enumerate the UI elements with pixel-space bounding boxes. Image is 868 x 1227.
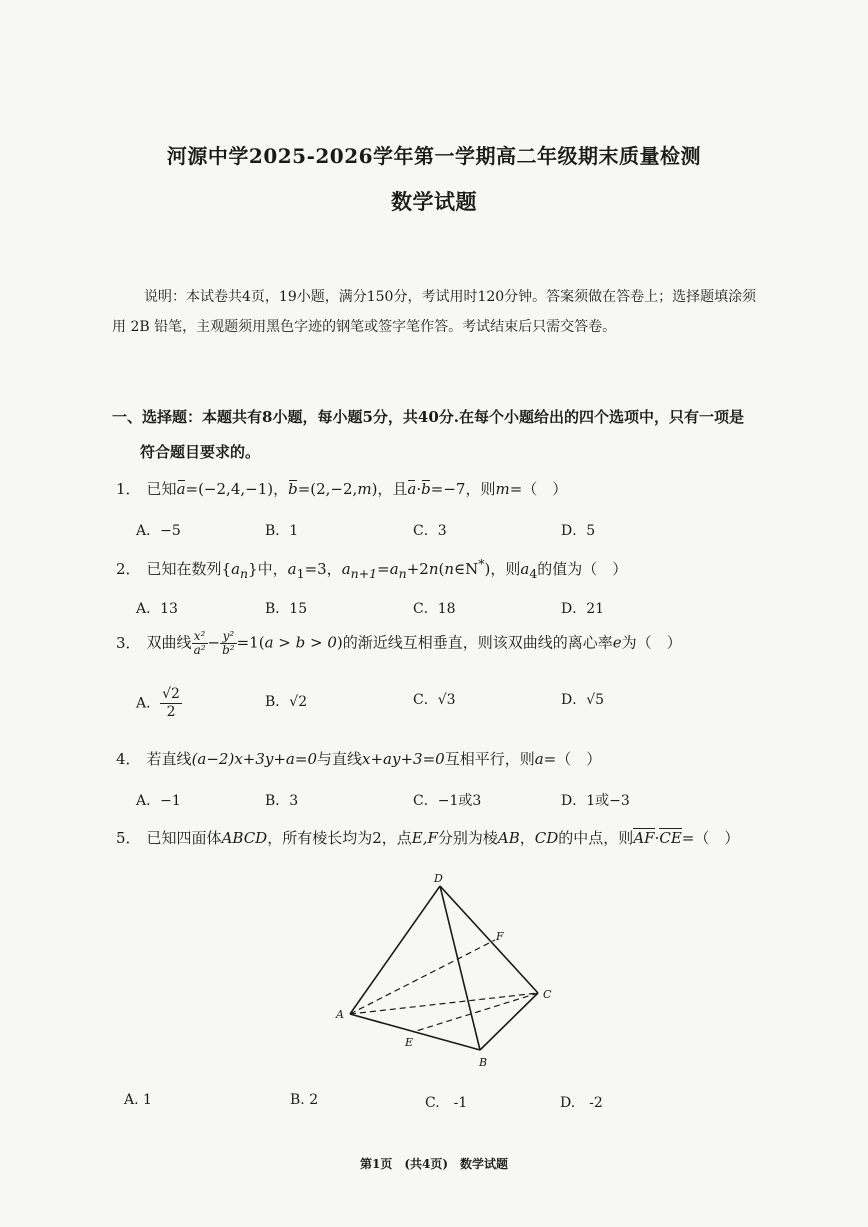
q3-option-b[interactable]: B．√2 xyxy=(265,694,308,710)
label-e: E xyxy=(405,1036,414,1049)
label-d: D xyxy=(434,872,443,885)
q5-option-a[interactable]: A. 1 xyxy=(124,1092,152,1108)
q1-option-d[interactable]: D．5 xyxy=(561,523,596,539)
edge-dc xyxy=(440,886,538,993)
q3-option-a[interactable]: A． $\frac{√2}{2}$ xyxy=(136,686,180,720)
q1-option-a[interactable]: A．−5 xyxy=(136,523,181,539)
edge-ac-hidden xyxy=(350,993,538,1014)
section-line-2: 符合题目要求的。 xyxy=(140,443,261,461)
question-3: 3． 双曲线 $\frac{\text{x²}}{\text{a²}}$ − $\frac{\text{y²}}{\text{b²}}$ =1(a > b > 0)的渐近线互相垂直，则该双曲线的离心率e为（ ） xyxy=(116,629,682,657)
label-a: A xyxy=(336,1008,344,1021)
tetrahedron-figure xyxy=(330,868,570,1073)
segment-af xyxy=(350,940,495,1014)
page-footer: 第1页 (共4页) 数学试题 xyxy=(359,1157,509,1171)
q2-option-c[interactable]: C．18 xyxy=(413,601,456,617)
q2-option-b[interactable]: B．15 xyxy=(265,601,308,617)
q2-option-a[interactable]: A．13 xyxy=(136,601,178,617)
edge-ab xyxy=(350,1014,480,1050)
question-1: 1． 已知a=(−2,4,−1)，b=(2,−2,m)，且a·b=−7，则m=（ ） xyxy=(116,480,568,498)
q5-option-c[interactable]: C. -1 xyxy=(425,1095,468,1111)
label-b: B xyxy=(479,1056,488,1069)
q3-option-c[interactable]: C．√3 xyxy=(413,692,456,708)
question-2: 2． 已知在数列$\{a_n\}$中，$a_1=3$，$a_{n+1}=a_n+2n(n\in N^*)$，则$a_4$的值为（ ） xyxy=(116,556,628,581)
section-line-1: 一、选择题：本题共有8小题，每小题5分，共40分.在每个小题给出的四个选项中，只有一项是 xyxy=(112,408,744,426)
edge-ad xyxy=(350,886,440,1014)
question-5: 5． 已知四面体ABCD，所有棱长均为2，点E,F分别为棱AB，CD的中点，则AF·CE=（ ） xyxy=(116,829,740,847)
q5-option-d[interactable]: D. -2 xyxy=(560,1095,603,1111)
label-c: C xyxy=(543,988,552,1001)
section-heading xyxy=(112,400,762,470)
exam-subtitle: 数学试题 xyxy=(391,189,477,214)
edge-db xyxy=(440,886,480,1050)
q5-option-b[interactable]: B. 2 xyxy=(290,1092,319,1108)
q1-option-b[interactable]: B．1 xyxy=(265,523,299,539)
q4-option-d[interactable]: D．1或−3 xyxy=(561,793,630,809)
instructions: 说明：本试卷共4页，19小题，满分150分，考试用时120分钟。答案须做在答卷上；选择题填涂须用 2B 铅笔，主观题须用黑色字迹的钢笔或签字笔作答。考试结束后只需交答卷。 xyxy=(112,289,757,335)
q4-option-b[interactable]: B．3 xyxy=(265,793,299,809)
q4-option-c[interactable]: C．−1或3 xyxy=(413,793,482,809)
q3-option-d[interactable]: D．√5 xyxy=(561,692,605,708)
exam-title: 河源中学2025-2026学年第一学期高二年级期末质量检测 xyxy=(166,144,702,168)
q1-option-c[interactable]: C．3 xyxy=(413,523,447,539)
label-f: F xyxy=(496,930,504,943)
question-4: 4． 若直线(a−2)x+3y+a=0与直线x+ay+3=0互相平行，则a=（ ） xyxy=(116,750,602,768)
q4-option-a[interactable]: A．−1 xyxy=(136,793,181,809)
q2-option-d[interactable]: D．21 xyxy=(561,601,605,617)
